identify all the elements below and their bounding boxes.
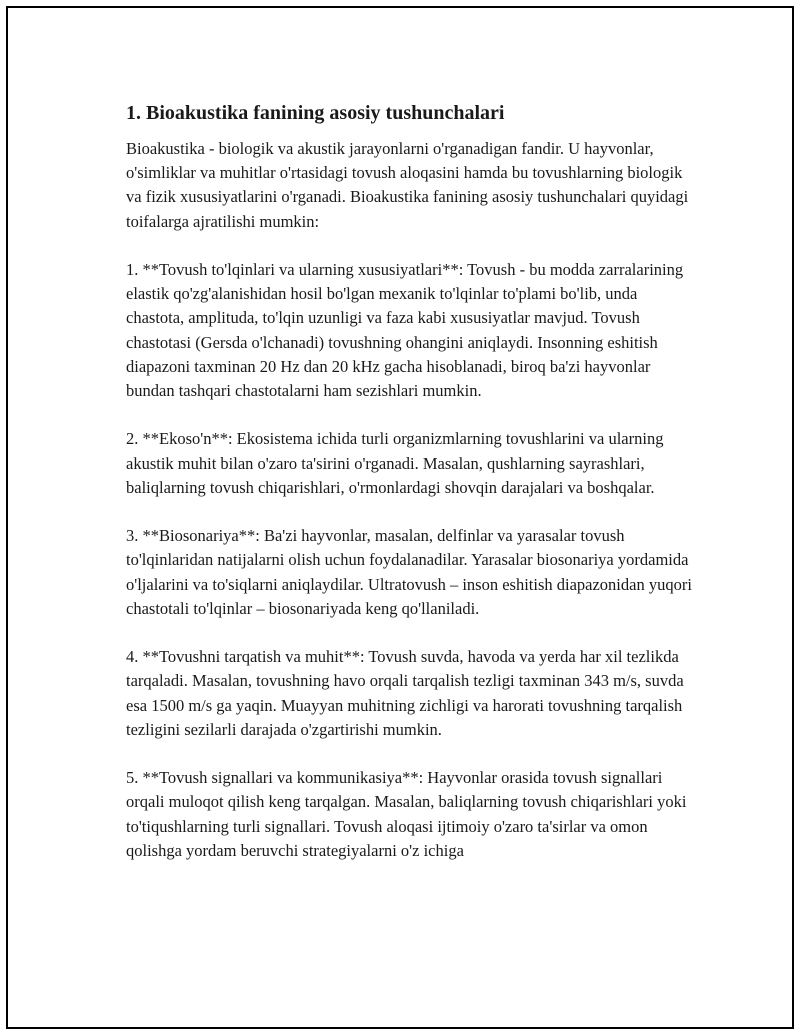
paragraph-ecosound: 2. **Ekoso'n**: Ekosistema ichida turli organizmlarning tovushlarini va ularning akustik muhit bilan o'zaro ta'sirini o'rganadi. Masalan, qushlarning sayrashlari, baliqlarning tovush chiqarishlari, o'rmonlardagi shovqin darajalari va boshqalar. [126, 429, 664, 497]
document-body [126, 100, 696, 887]
section-heading: 1. Bioakustika fanining asosiy tushunchalari [126, 102, 505, 124]
intro-paragraph: Bioakustika - biologik va akustik jarayonlarni o'rganadigan fandir. U hayvonlar, o'simliklar va muhitlar o'rtasidagi tovush aloqasini hamda bu tovushlarning biologik va fizik xususiyatlarini o'rganadi. Bioakustika fanining asosiy tushunchalari quyidagi toifalarga ajratilishi mumkin: [126, 139, 689, 231]
paragraph-sound-waves: 1. **Tovush to'lqinlari va ularning xususiyatlari**: Tovush - bu modda zarralarining elastik qo'zg'alanishidan hosil bo'lgan mexanik to'lqinlar to'plami bo'lib, unda chastota, amplituda, to'lqin uzunligi va faza kabi xususiyatlar mavjud. Tovush chastotasi (Gersda o'lchanadi) tovushning ohangini aniqlaydi. Insonning eshitish diapazoni taxminan 20 Hz dan 20 kHz gacha hisoblanadi, biroq ba'zi hayvonlar bundan tashqari chastotalarni ham sezishlari mumkin. [126, 260, 684, 401]
page-frame [6, 6, 794, 1029]
paragraph-communication: 5. **Tovush signallari va kommunikasiya**: Hayvonlar orasida tovush signallari orqali muloqot qilish keng tarqalgan. Masalan, baliqlarning tovush chiqarishlari yoki to'tiqushlarning turli signallari. Tovush aloqasi ijtimoiy o'zaro ta'sirlar va omon qolishga yordam beruvchi strategiyalarni o'z ichiga [126, 768, 687, 860]
paragraph-biosonar: 3. **Biosonariya**: Ba'zi hayvonlar, masalan, delfinlar va yarasalar tovush to'lqinlaridan natijalarni olish uchun foydalanadilar. Yarasalar biosonariya yordamida o'ljalarini va to'siqlarni aniqlaydilar. Ultratovush – inson eshitish diapazonidan yuqori chastotali to'lqinlar – biosonariyada keng qo'llaniladi. [126, 526, 692, 618]
paragraph-propagation: 4. **Tovushni tarqatish va muhit**: Tovush suvda, havoda va yerda har xil tezlikda tarqaladi. Masalan, tovushning havo orqali tarqalish tezligi taxminan 343 m/s, suvda esa 1500 m/s ga yaqin. Muayyan muhitning zichligi va harorati tovushning tarqalish tezligini sezilarli darajada o'zgartirishi mumkin. [126, 647, 684, 739]
